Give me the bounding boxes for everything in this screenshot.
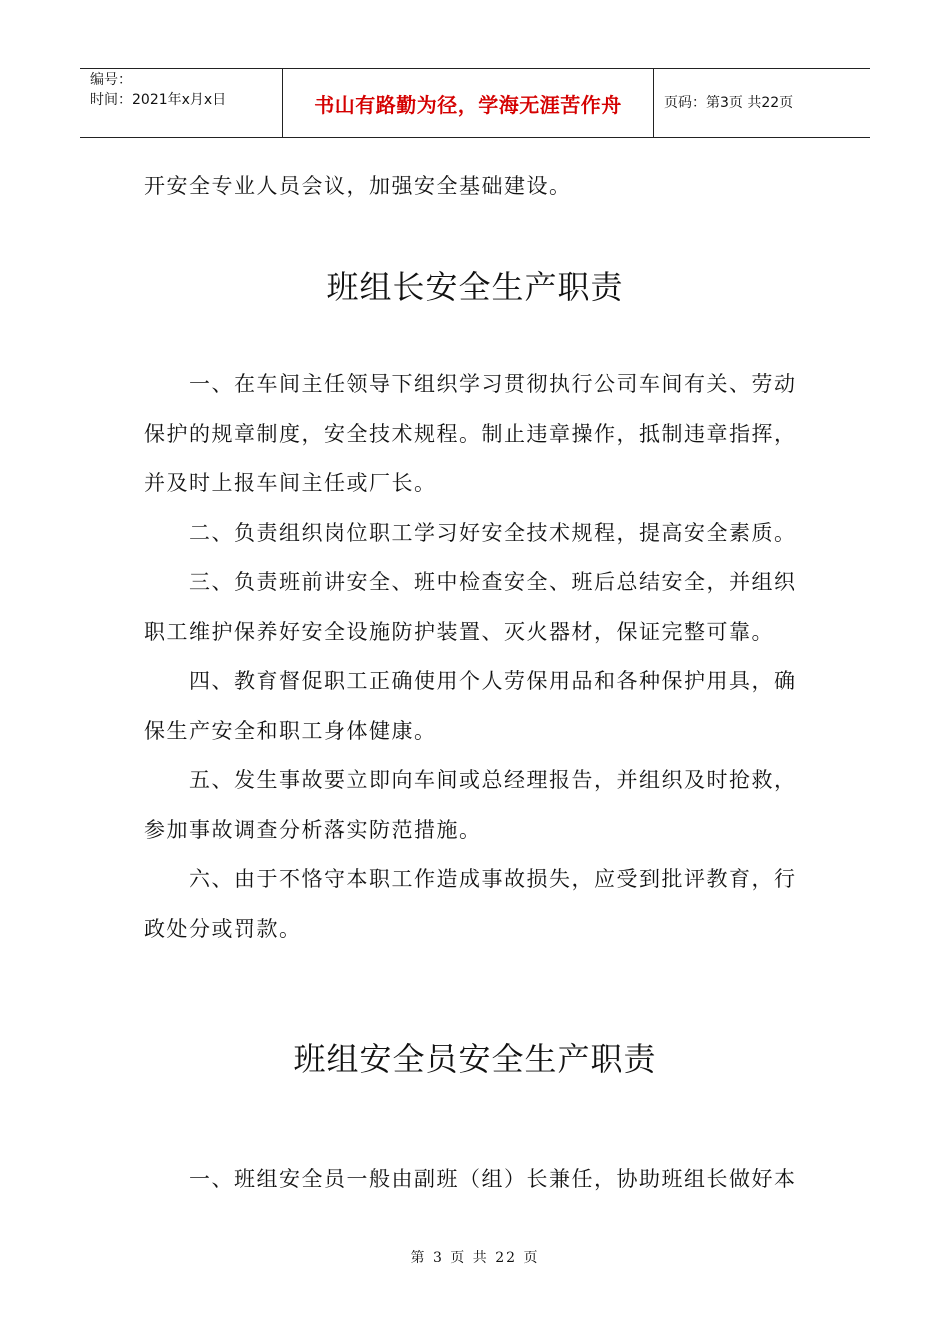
header-page-info: 页码：第3页 共22页 [664,94,794,111]
section1-line: 四、教育督促职工正确使用个人劳保用品和各种保护用具，确 [144,669,797,693]
section1-line: 一、在车间主任领导下组织学习贯彻执行公司车间有关、劳动 [144,372,797,396]
header-page-cell [654,69,870,137]
section1-line: 二、负责组织岗位职工学习好安全技术规程，提高安全素质。 [144,520,797,545]
page-header [80,68,870,138]
continuation-paragraph: 开安全专业人员会议，加强安全基础建设。 [144,174,572,198]
header-motto-cell [282,69,654,137]
section1-line: 保生产安全和职工身体健康。 [144,718,437,743]
document-code-label: 编号： [90,72,132,88]
section-title-team-leader: 班组长安全生产职责 [326,268,624,306]
header-left-cell [80,69,282,137]
section1-line: 五、发生事故要立即向车间或总经理报告，并组织及时抢救， [144,768,797,792]
section1-line: 并及时上报车间主任或厂长。 [144,471,437,495]
section1-line: 三、负责班前讲安全、班中检查安全、班后总结安全，并组织 [144,570,797,594]
page-footer: 第 3 页 共 22 页 [410,1250,540,1266]
section2-line: 一、班组安全员一般由副班（组）长兼任，协助班组长做好本 [144,1167,797,1191]
section1-line: 职工维护保养好安全设施防护装置、灭火器材，保证完整可靠。 [144,619,774,644]
section1-line: 参加事故调查分析落实防范措施。 [144,817,482,842]
section-title-safety-officer: 班组安全员安全生产职责 [293,1040,657,1078]
header-motto: 书山有路勤为径，学海无涯苦作舟 [314,92,622,117]
document-date-label: 时间：2021年x月x日 [90,92,227,108]
section1-line: 保护的规章制度，安全技术规程。制止违章操作，抵制违章指挥， [144,421,797,446]
section1-line: 政处分或罚款。 [144,916,302,941]
section1-line: 六、由于不恪守本职工作造成事故损失，应受到批评教育，行 [144,867,797,891]
